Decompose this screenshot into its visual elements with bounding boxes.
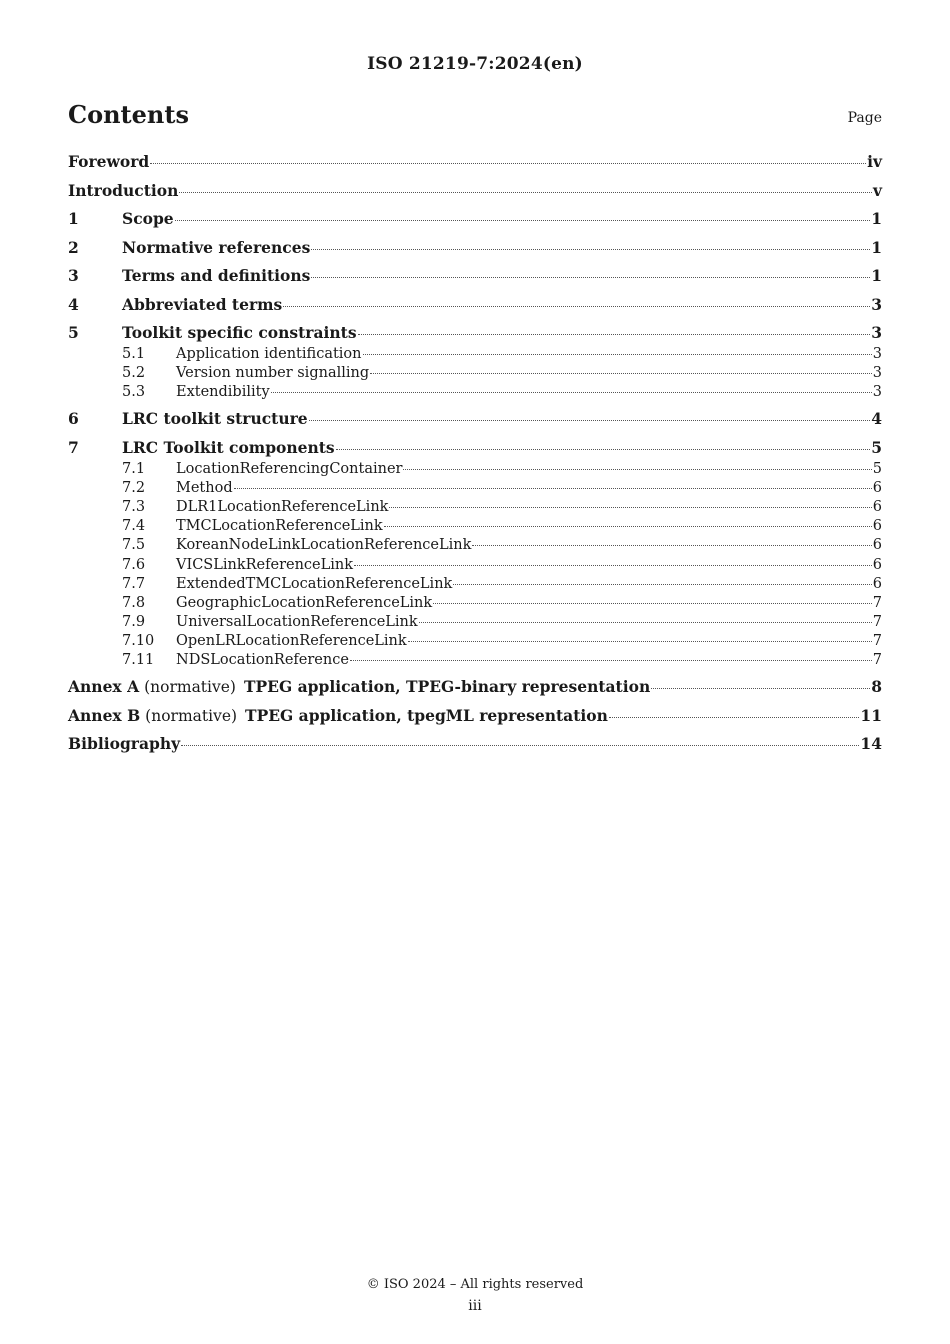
toc-entry-page[interactable]: 6 xyxy=(872,518,882,535)
toc-entry-number: 7.8 xyxy=(122,594,146,611)
toc-entry-number: 7.10 xyxy=(122,633,155,650)
toc-entry-page[interactable]: 4 xyxy=(871,409,882,429)
toc-entry-page[interactable]: 6 xyxy=(872,537,882,554)
footer-page-number: iii xyxy=(468,1298,482,1314)
toc-entry-number: 7.6 xyxy=(122,556,146,573)
toc-dot-leader xyxy=(433,603,872,604)
toc-dot-leader xyxy=(389,507,871,508)
toc-entry-page[interactable]: 8 xyxy=(871,677,882,697)
toc-entry[interactable] xyxy=(68,181,882,204)
toc-dot-leader xyxy=(179,192,872,193)
toc-entry-number: 7.9 xyxy=(122,614,146,631)
toc-entry-title[interactable]: KoreanNodeLinkLocationReferenceLink xyxy=(176,537,472,554)
toc-entry[interactable] xyxy=(68,323,882,346)
toc-dot-leader xyxy=(403,469,871,470)
toc-dot-leader xyxy=(358,334,871,335)
toc-entry-title[interactable]: TPEG application, tpegML representation xyxy=(245,705,608,725)
table-of-contents xyxy=(68,152,882,757)
toc-entry-number: 6 xyxy=(68,409,79,429)
toc-entry-page[interactable]: 3 xyxy=(871,294,882,314)
toc-entry[interactable] xyxy=(68,677,882,700)
toc-entry-page[interactable]: 3 xyxy=(872,346,882,362)
toc-dot-leader xyxy=(311,277,870,278)
toc-entry-number: 1 xyxy=(68,209,79,228)
toc-entry-title[interactable]: TMCLocationReferenceLink xyxy=(176,518,383,535)
toc-entry-number: 7.7 xyxy=(122,575,146,592)
toc-entry[interactable] xyxy=(68,518,882,537)
toc-entry[interactable] xyxy=(68,365,882,384)
toc-entry-title[interactable]: Normative references xyxy=(122,237,311,257)
toc-entry-title[interactable]: LocationReferencingContainer xyxy=(176,460,403,477)
toc-entry[interactable] xyxy=(68,346,882,365)
toc-entry-title[interactable]: Terms and definitions xyxy=(122,266,311,285)
toc-entry[interactable] xyxy=(68,537,882,556)
toc-entry-page[interactable]: 6 xyxy=(872,556,882,573)
toc-entry-page[interactable]: 7 xyxy=(872,633,882,650)
toc-dot-leader xyxy=(363,354,872,355)
toc-entry-page[interactable]: 6 xyxy=(872,479,882,496)
toc-entry-title[interactable]: DLR1LocationReferenceLink xyxy=(176,498,389,515)
toc-entry[interactable] xyxy=(68,480,882,499)
page-column-label: Page xyxy=(847,110,882,126)
toc-entry-number: 3 xyxy=(68,266,79,285)
toc-entry[interactable] xyxy=(68,152,882,175)
toc-entry-page[interactable]: 5 xyxy=(872,460,882,477)
toc-dot-leader xyxy=(150,163,866,164)
toc-dot-leader xyxy=(370,373,872,374)
toc-entry[interactable] xyxy=(68,238,882,261)
document-id: ISO 21219-7:2024(en) xyxy=(367,54,583,74)
toc-entry[interactable] xyxy=(68,295,882,318)
toc-entry-title[interactable]: UniversalLocationReferenceLink xyxy=(176,614,418,631)
toc-entry[interactable] xyxy=(68,614,882,633)
toc-entry-title[interactable]: Version number signalling xyxy=(176,365,370,382)
toc-entry-number: 7 xyxy=(68,437,79,457)
toc-dot-leader xyxy=(472,545,871,546)
toc-entry[interactable] xyxy=(68,557,882,576)
toc-entry-number: 7.11 xyxy=(122,652,155,669)
toc-entry-page[interactable]: 1 xyxy=(871,237,882,257)
toc-entry-title[interactable]: GeographicLocationReferenceLink xyxy=(176,594,433,611)
toc-entry-page[interactable]: 7 xyxy=(872,594,882,611)
toc-entry-title[interactable]: LRC toolkit structure xyxy=(122,409,308,429)
toc-entry-page[interactable]: 5 xyxy=(871,437,882,457)
toc-entry[interactable] xyxy=(68,576,882,595)
toc-dot-leader xyxy=(651,688,870,689)
toc-entry-page[interactable]: 7 xyxy=(872,652,882,669)
toc-entry-title[interactable]: LRC Toolkit components xyxy=(122,437,335,457)
toc-entry-number: 7.1 xyxy=(122,460,146,477)
toc-dot-leader xyxy=(350,660,872,661)
toc-dot-leader xyxy=(175,220,871,221)
toc-entry-page[interactable]: 1 xyxy=(871,209,882,228)
toc-dot-leader xyxy=(609,717,860,718)
toc-entry-page[interactable]: 3 xyxy=(871,323,882,342)
toc-entry-title[interactable]: Toolkit specific constraints xyxy=(122,323,357,342)
toc-entry-title[interactable]: OpenLRLocationReferenceLink xyxy=(176,633,407,650)
toc-entry-title[interactable]: TPEG application, TPEG-binary representation xyxy=(243,677,651,697)
toc-entry-number: 7.4 xyxy=(122,518,146,535)
toc-entry[interactable] xyxy=(68,706,882,729)
toc-entry-number: 5.2 xyxy=(122,365,146,382)
page-title: Contents xyxy=(68,100,189,129)
toc-entry-title[interactable]: NDSLocationReference xyxy=(176,652,349,669)
toc-entry[interactable] xyxy=(68,461,882,480)
toc-entry[interactable] xyxy=(68,409,882,432)
toc-entry-title[interactable]: Extendibility xyxy=(176,384,270,401)
toc-entry-page[interactable]: 14 xyxy=(860,734,882,754)
toc-entry-page[interactable]: iv xyxy=(867,152,882,171)
toc-dot-leader xyxy=(271,392,872,393)
toc-entry-page[interactable]: 3 xyxy=(872,365,882,382)
toc-entry-number: 2 xyxy=(68,237,79,257)
toc-entry-title[interactable]: Scope xyxy=(122,209,174,228)
toc-entry-number: 7.3 xyxy=(122,498,146,515)
toc-entry[interactable] xyxy=(68,499,882,518)
toc-dot-leader xyxy=(283,306,870,307)
toc-entry-page[interactable]: 1 xyxy=(871,266,882,285)
toc-entry-page[interactable]: 3 xyxy=(872,384,882,401)
toc-entry[interactable] xyxy=(68,266,882,289)
toc-entry-number: 7.5 xyxy=(122,537,146,554)
toc-entry[interactable] xyxy=(68,438,882,461)
toc-dot-leader xyxy=(408,641,872,642)
toc-entry-title[interactable]: Abbreviated terms xyxy=(122,294,283,314)
toc-entry-title[interactable]: ExtendedTMCLocationReferenceLink xyxy=(176,575,453,592)
toc-annex-type: (normative) xyxy=(144,678,236,697)
toc-dot-leader xyxy=(384,526,872,527)
toc-entry[interactable] xyxy=(68,633,882,652)
toc-dot-leader xyxy=(453,584,871,585)
toc-dot-leader xyxy=(336,449,871,450)
toc-entry-page[interactable]: v xyxy=(872,180,882,200)
toc-dot-leader xyxy=(181,745,859,746)
toc-entry-number: 7.2 xyxy=(122,479,146,496)
toc-entry-title[interactable]: Application identification xyxy=(176,346,362,362)
toc-dot-leader xyxy=(234,488,872,489)
toc-entry-title[interactable]: Introduction xyxy=(68,180,179,200)
toc-entry-title[interactable]: VICSLinkReferenceLink xyxy=(176,556,354,573)
toc-entry[interactable] xyxy=(68,652,882,671)
toc-entry-page[interactable]: 6 xyxy=(872,575,882,592)
footer-copyright: © ISO 2024 – All rights reserved xyxy=(366,1277,584,1292)
toc-entry-title[interactable]: Foreword xyxy=(68,152,150,171)
toc-dot-leader xyxy=(354,565,872,566)
toc-entry-title[interactable]: Method xyxy=(176,479,233,496)
toc-annex-type: (normative) xyxy=(145,706,238,725)
toc-entry[interactable] xyxy=(68,734,882,757)
toc-entry-page[interactable]: 7 xyxy=(872,614,882,631)
toc-dot-leader xyxy=(309,420,871,421)
toc-annex-label: Annex A xyxy=(68,677,140,697)
toc-entry-number: 4 xyxy=(68,294,79,314)
toc-entry-page[interactable]: 6 xyxy=(872,498,882,515)
toc-entry-number: 5 xyxy=(68,323,79,342)
toc-dot-leader xyxy=(419,622,872,623)
toc-entry-number: 5.3 xyxy=(122,384,146,401)
toc-dot-leader xyxy=(311,249,870,250)
toc-annex-label: Annex B xyxy=(68,705,141,725)
toc-entry-number: 5.1 xyxy=(122,346,146,362)
toc-entry[interactable] xyxy=(68,595,882,614)
toc-entry-page[interactable]: 11 xyxy=(860,705,882,725)
toc-entry[interactable] xyxy=(68,209,882,232)
toc-entry[interactable] xyxy=(68,384,882,403)
toc-entry-title[interactable]: Bibliography xyxy=(68,734,181,754)
